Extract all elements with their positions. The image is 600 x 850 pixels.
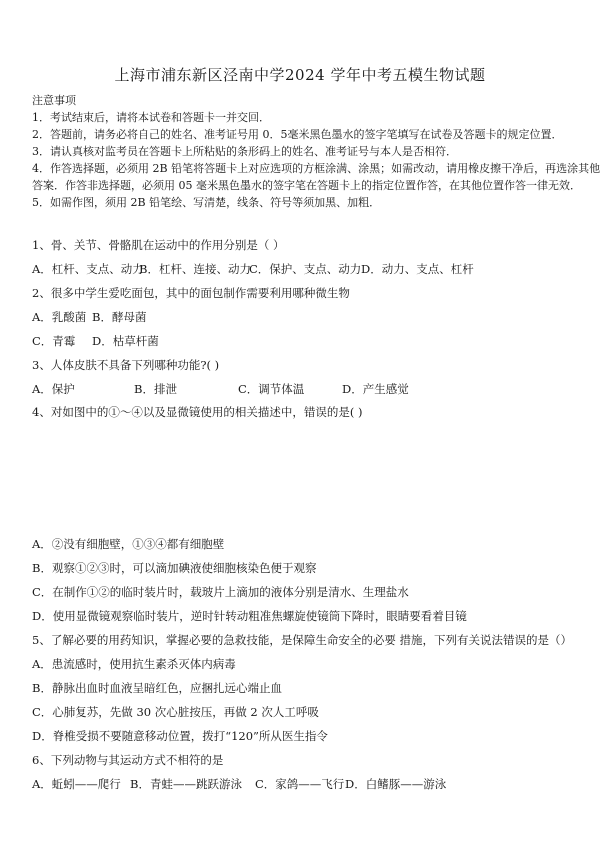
question-3-stem: 3、人体皮肤不具备下列哪种功能?( ) [32,358,220,372]
notes-item: 4．作答选择题，必须用 2B 铅笔将答题卡上对应选项的方框涂满、涂黑；如需改动，请用橡皮擦干净后，再选涂其他 [32,162,600,175]
option-b: B．青蛙——跳跃游泳 [130,777,242,791]
question-3-options [32,382,409,396]
option-c: C．调节体温 [238,382,305,396]
figure-placeholder [32,425,568,525]
option-c: C．青霉 [32,334,76,348]
question-4-option-c: C．在制作①②的临时装片时，载玻片上滴加的液体分别是清水、生理盐水 [32,585,409,599]
notes-item: 5．如需作图，须用 2B 铅笔绘、写清楚，线条、符号等须加黑、加粗． [32,196,381,209]
page-title: 上海市浦东新区泾南中学2024 学年中考五模生物试题 [114,66,486,84]
option-a: A．保护 [32,382,75,396]
notes-item: 1．考试结束后，请将本试卷和答题卡一并交回． [32,111,270,124]
question-2-options-row2 [32,334,159,348]
question-2-stem: 2、很多中学生爱吃面包，其中的面包制作需要利用哪种微生物 [32,286,350,300]
question-4-option-b: B．观察①②③时，可以滴加碘液使细胞核染色便于观察 [32,561,317,575]
notes-item: 答案．作答非选择题，必须用 05 毫米黑色墨水的签字笔在答题卡上的指定位置作答，在其他位置作答一律无效． [32,179,581,192]
option-d: D．产生感觉 [342,382,409,396]
option-a: A．杠杆、支点、动力 [32,262,144,276]
notes-item: 3．请认真核对监考员在答题卡上所粘贴的条形码上的姓名、准考证号与本人是否相符． [32,145,457,158]
option-c: C．保护、支点、动力 [249,262,362,276]
option-a: A．乳酸菌 [32,310,87,324]
question-6-stem: 6、下列动物与其运动方式不相符的是 [32,753,224,767]
question-5-option-b: B．静脉出血时血液呈暗红色，应捆扎远心端止血 [32,681,282,695]
question-6-options [32,777,446,791]
question-4-option-a: A．②没有细胞壁，①③④都有细胞壁 [32,537,225,551]
notes-heading: 注意事项 [32,94,76,107]
option-a: A．蚯蚓——爬行 [32,777,121,791]
question-5-stem: 5、了解必要的用药知识，掌握必要的急救技能，是保障生命安全的必要 措施，下列有关说法错误的是（） [32,633,572,647]
question-1-stem: 1、骨、关节、骨骼肌在运动中的作用分别是（ ） [32,238,285,252]
option-d: D．白鳍豚——游泳 [345,777,447,791]
question-5-option-a: A．患流感时，使用抗生素杀灭体内病毒 [32,657,236,671]
notes-item: 2．答题前，请务必将自己的姓名、准考证号用 0．5毫米黑色墨水的签字笔填写在试卷及答题卡的规定位置． [32,128,563,141]
question-2-options-row1 [32,310,146,324]
option-b: B．排泄 [134,382,177,396]
option-d: D．枯草杆菌 [92,334,159,348]
option-c: C．家鸽——飞行 [255,777,345,791]
question-5-option-d: D．脊椎受损不要随意移动位置，拨打“120”所从医生指令 [32,729,328,743]
question-4-stem: 4、对如图中的①～④以及显微镜使用的相关描述中，错误的是( ) [32,405,363,419]
option-d: D．动力、支点、杠杆 [361,262,474,276]
question-4-option-d: D．使用显微镜观察临时装片，逆时针转动粗准焦螺旋使镜筒下降时，眼睛要看着目镜 [32,609,467,623]
option-b: B．杠杆、连接、动力 [139,262,251,276]
question-5-option-c: C．心肺复苏，先做 30 次心脏按压，再做 2 次人工呼吸 [32,705,319,719]
question-1-options [32,262,474,276]
option-b: B．酵母菌 [92,310,147,324]
